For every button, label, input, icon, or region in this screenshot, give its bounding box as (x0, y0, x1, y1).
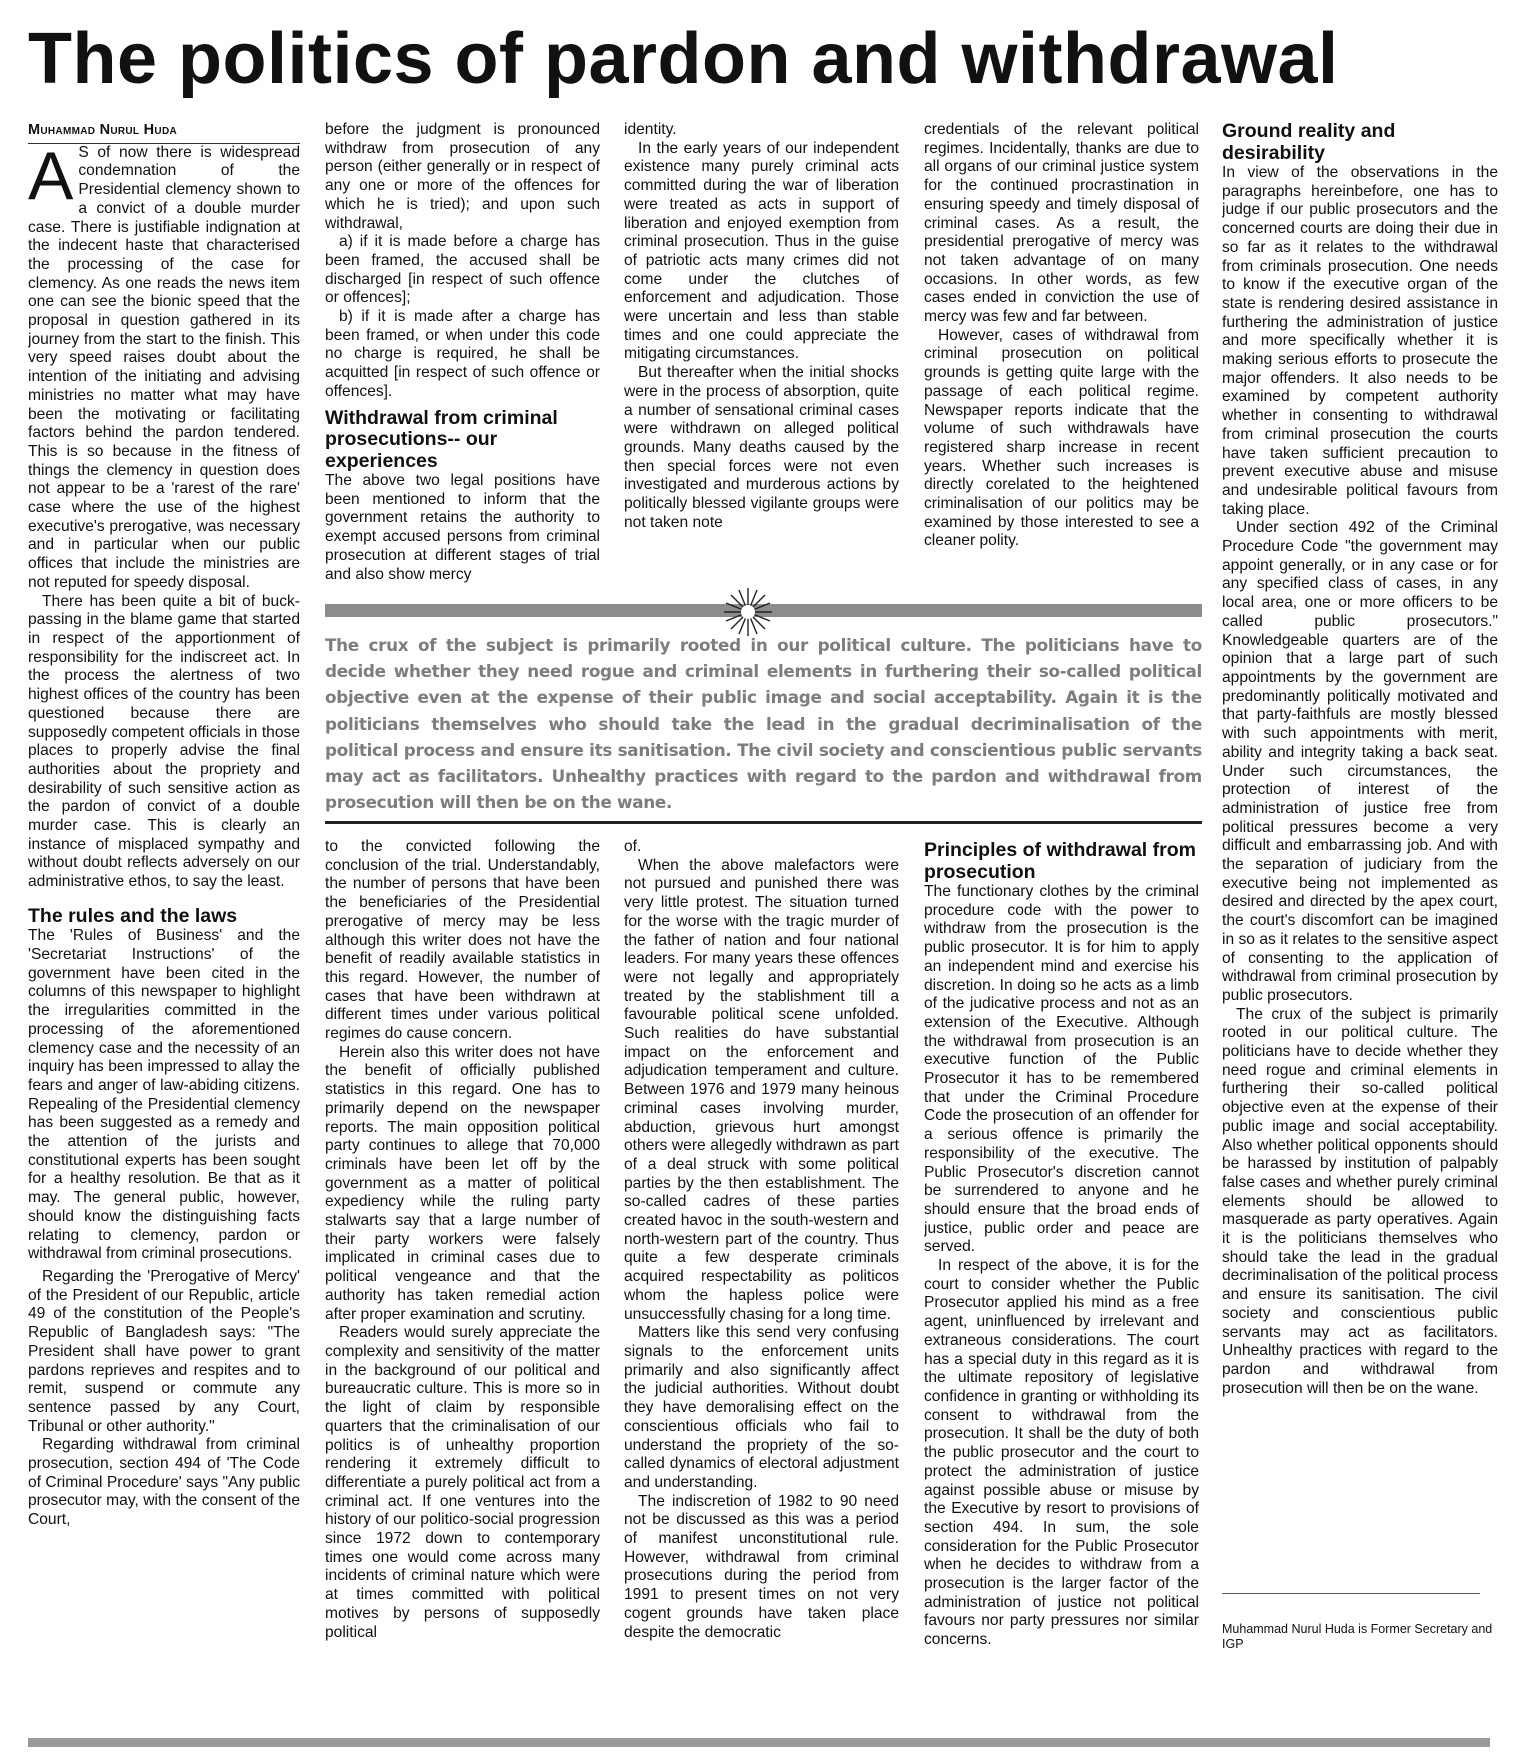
paragraph: to the convicted following the conclusion of the trial. Understandably, the number of persons that have been the beneficiaries of the Presidential prerogative of mercy may be less although this writer does not have the benefit of readily available statistics in this regard. However, the number of cases that have been withdrawn at different times under various political regimes do cause concern. (325, 838, 600, 1043)
paragraph: The 'Rules of Business' and the 'Secretariat Instructions' of the government have been cited in the columns of this newspaper to highlight the irregularities committed in the processing of the aforementioned clemency case and the necessity of an inquiry has been impressed to allay the fears and anger of law-abiding citizens. Repealing of the Presidential clemency has been suggested as a remedy and the attention of the jurists and constitutional experts has been sought for a healthy resolution. Be that as it may. The general public, however, should know the distinguishing facts relating to clemency, pardon or withdrawal from criminal prosecutions. (28, 927, 300, 1263)
column-4-top (924, 121, 1199, 594)
paragraph: Readers would surely appreciate the complexity and sensitivity of the matter in the background of our political and bureaucratic culture. This is more so in the light of claim by responsible quarters that the criminalisation of our politics is of unhealthy proportion rendering it extremely difficult to differentiate a purely political act from a criminal act. If one ventures into the history of our politico-social progression since 1972 down to contemporary times one would come across many incidents of criminal nature which were at times committed with political motives by persons of supposedly political (325, 1324, 600, 1641)
starburst-icon (722, 586, 774, 638)
paragraph: The indiscretion of 1982 to 90 need not be discussed as this was a period of manifest unconstitutional rule. However, withdrawal from criminal prosecutions during the period from 1991 to present times on not very cogent grounds have taken place despite the democratic (624, 1492, 899, 1641)
subheading-rules: The rules and the laws (28, 904, 238, 927)
paragraph: The above two legal positions have been mentioned to inform that the government retains the authority to exempt accused persons from criminal prosecution at different stages of trial and also show mercy (325, 472, 600, 583)
paragraph: Regarding the 'Prerogative of Mercy' of the President of our Republic, article 49 of the constitution of the People's Republic of Bangladesh says: "The President shall have power to grant pardons reprieves and respites and to remit, suspend or commute any sentence passed by any Court, Tribunal or other authority." (28, 1267, 300, 1435)
paragraph: Under section 492 of the Criminal Procedure Code "the government may appoint generally, or in any case or for any specified class of cases, in any local area, one or more officers to be called public prosecutors." Knowledgeable quarters are of the opinion that a large part of such appointments by the government are predominantly politically motivated and that party-faithfuls are mostly blessed with such appointments with merit, ability and integrity taking a back seat. Under such circumstances, the protection of interest of the administration of justice free from political pressures become a very difficult and embarrassing job. And with the separation of judiciary from the executive being not implemented as desired and directed by the apex court, the court's discomfort can be imagined in so as it relates to the sensitive aspect of consenting to the application of withdrawal from criminal prosecution by public prosecutors. (1222, 519, 1498, 1004)
headline: The politics of pardon and withdrawal (28, 19, 1339, 99)
paragraph: credentials of the relevant political regimes. Incidentally, thanks are due to all organs of our criminal justice system for the continued procrastination in ensuring speedy and timely disposal of criminal cases. As a result, the presidential prerogative of mercy was not taken advantage of on many occasions. In other words, as few cases ended in conviction the use of mercy was few and far between. (924, 121, 1199, 326)
paragraph: Herein also this writer does not have the benefit of officially published statistics in this regard. One has to primarily depend on the newspaper reports. The main opposition political party continues to allege that 70,000 criminals have been let off by the government as a matter of political expediency while the ruling party stalwarts say that a large number of their party workers were falsely implicated in criminal cases due to political vengeance and that the authority has taken remedial action after proper examination and scrutiny. (325, 1043, 600, 1323)
paragraph: Matters like this send very confusing signals to the enforcement units primarily and also significantly affect the judicial authorities. Without doubt they have demoralising effect on the conscientious officials who fail to understand the propriety of the so-called dynamics of electoral adjustment and understanding. (624, 1324, 899, 1491)
column-2-bottom (325, 838, 600, 1733)
paragraph: In respect of the above, it is for the court to consider whether the Public Prosecutor applied his mind as a free agent, uninfluenced by irrelevant and extraneous considerations. The court has a special duty in this regard as it is the ultimate repository of legislative confidence in granting or withholding its consent to withdrawal from the prosecution. It shall be the duty of both the public prosecutor and the court to protect the administration of justice against possible abuse or misuse by the Executive by resort to provisions of section 494. In sum, the sole consideration for the Public Prosecutor when he decides to withdraw from a prosecution is the larger factor of the administration of justice not political favours nor party pressures nor similar concerns. (924, 1257, 1199, 1649)
paragraph: before the judgment is pronounced withdraw from prosecution of any person (either generally or in respect of any one or more of the offences for which he is tried); and upon such withdrawal, (325, 121, 600, 232)
column-1 (28, 121, 300, 1733)
paragraph: b) if it is made after a charge has been framed, or when under this code no charge is required, he shall be acquitted [in respect of such offence or offences]. (325, 308, 600, 400)
column-3-bottom (624, 838, 899, 1733)
column-5 (1222, 121, 1498, 1581)
subheading-withdrawal: Withdrawal from criminal prosecutions-- our experiences (325, 406, 558, 472)
subheading-principles: Principles of withdrawal from prosecution (924, 839, 1196, 883)
author-note: Muhammad Nurul Huda is Former Secretary and IGP (1222, 1622, 1493, 1651)
paragraph: identity. (624, 121, 677, 138)
author-note-divider (1222, 1593, 1480, 1594)
pull-quote: The crux of the subject is primarily rooted in our political culture. The politicians have to decide whether they need rogue and criminal elements in furthering their so-called political objective even at the expense of their public image and social acceptability. Again it is the politicians themselves who should take the lead in the gradual decriminalisation of the political process and ensure its sanitisation. The civil society and conscientious public servants may act as facilitators. Unhealthy practices with regard to the pardon and withdrawal from prosecution will then be on the wane. (325, 635, 1202, 813)
paragraph: In view of the observations in the paragraphs hereinbefore, one has to judge if our public prosecutors and the concerned courts are doing their due in so far as it relates to the withdrawal from criminals prosecution. One needs to know if the executive organ of the state is rendering desired assistance in furthering the administration of justice and more specifically whether it is making serious efforts to prosecute the major offenders. It also needs to be examined by competent authority whether in consenting to withdrawal from criminal prosecution the courts have taken sufficient precaution to prevent executive abuse and misuse and undesirable political favours from taking place. (1222, 164, 1498, 518)
paragraph: But thereafter when the initial shocks were in the process of absorption, quite a number of sensational criminal cases were withdrawn on alleged political grounds. Many deaths caused by the then special forces were not even investigated and murderous actions by politically blessed vigilante groups were not taken note (624, 364, 899, 531)
paragraph: In the early years of our independent existence many purely criminal acts committed during the war of liberation were treated as acts in support of liberation and enjoyed exemption from criminal prosecution. Thus in the guise of patriotic acts many crimes did not come under the clutches of enforcement and adjudication. Those were uncertain and less than stable times and one could appreciate the mitigating circumstances. (624, 139, 899, 363)
bottom-rule (28, 1738, 1490, 1747)
drop-cap: A (28, 137, 74, 214)
lead-paragraph: A S of now there is widespread condemnation of the Presidential clemency shown to a convict of a double murder case. There is justifiable indignation at the indecent haste that characterised the processing of the case for clemency. As one reads the news item one can see the bionic speed that the proposal in question gathered in its journey from the start to the finish. This very speed raises doubt about the intention of the initiating and advising ministries no matter what may have been the motivating or facilitating factors behind the pardon tendered. This is so because in the fitness of things the clemency in question does not appear to be a 'rarest of the rare' case where the use of the highest executive's prerogative, was necessary and in particular when our public offices that include the ministries are not reputed for speedy disposal. (28, 137, 300, 591)
column-4-bottom (924, 838, 1199, 1733)
byline: Muhammad Nurul Huda (28, 121, 300, 144)
pull-quote-rule (325, 821, 1202, 824)
paragraph: The functionary clothes by the criminal procedure code with the power to withdraw from the prosecution is the public prosecutor. It is for him to apply an independent mind and exercise his discretion. In doing so he acts as a limb of the judicative process and not as an extension of the Executive. Although the withdrawal from prosecution is an executive function of the Public Prosecutor it has to be remembered that under the Criminal Procedure Code the prosecution of an offender for a serious offence is primarily the responsibility of the executive. The Public Prosecutor's discretion cannot be surrendered to anyone and he should ensure that the broad ends of justice, public order and peace are served. (924, 883, 1199, 1256)
column-3-top (624, 121, 899, 594)
paragraph: Regarding withdrawal from criminal prosecution, section 494 of 'The Code of Criminal Procedure' says "Any public prosecutor may, with the consent of the Court, (28, 1436, 300, 1529)
paragraph: a) if it is made before a charge has been framed, the accused shall be discharged [in respect of such offence or offences]; (325, 233, 600, 307)
subheading-ground: Ground reality and desirability (1222, 121, 1396, 164)
paragraph: There has been quite a bit of buck-passing in the blame game that started in respect of the apportionment of responsibility for the indiscreet act. In the process the alertness of two highest offices of the country has been questioned because there are supposedly competent officials in those places to properly advise the final authorities about the propriety and desirability of such sensitive action as the pardon of convict of a double murder case. This is clearly an instance of misplaced sympathy and without doubt reflects adversely on our administrative ethos, to say the least. (28, 592, 300, 891)
paragraph: The crux of the subject is primarily rooted in our political culture. The politicians have to decide whether they need rogue and criminal elements in furthering their so-called political objective even at the expense of their public image and social acceptability. Also whether political opponents should be harassed by institution of palpably false cases and whether purely criminal elements should be allowed to masquerade as party operatives. Again it is the politicians themselves who should take the lead in the gradual decriminalisation of the political process and ensure its sanitisation. The civil society and conscientious public servants may act as facilitators. Unhealthy practices with regard to the pardon and withdrawal from prosecution will then be on the wane. (1222, 1005, 1498, 1397)
paragraph: When the above malefactors were not pursued and punished there was very little protest. The situation turned for the worse with the tragic murder of the father of nation and four national leaders. For many years these offences were not legally and appropriately treated by the stablishment till a favourable political scene unfolded. Such realities do have substantial impact on the enforcement and adjudication temperament and culture. Between 1976 and 1979 many heinous criminal cases involving murder, abduction, grievous hurt amongst others were allegedly withdrawn as part of a deal struck with some political parties by the then establishment. The so-called cadres of these parties created havoc in the south-western and north-western part of the country. Thus quite a few desperate criminals acquired respectability as politicos whom the hapless police were unsuccessfully chasing for a long time. (624, 856, 899, 1323)
paragraph: of. (624, 838, 642, 855)
column-2-top (325, 121, 600, 594)
paragraph: However, cases of withdrawal from criminal prosecution on political grounds is getting quite large with the passage of each political regime. Newspaper reports indicate that the volume of such withdrawals have registered sharp increase in recent years. Whether such increases is directly corelated to the heightened criminalisation of our politics may be examined by those interested to see a cleaner polity. (924, 326, 1199, 550)
